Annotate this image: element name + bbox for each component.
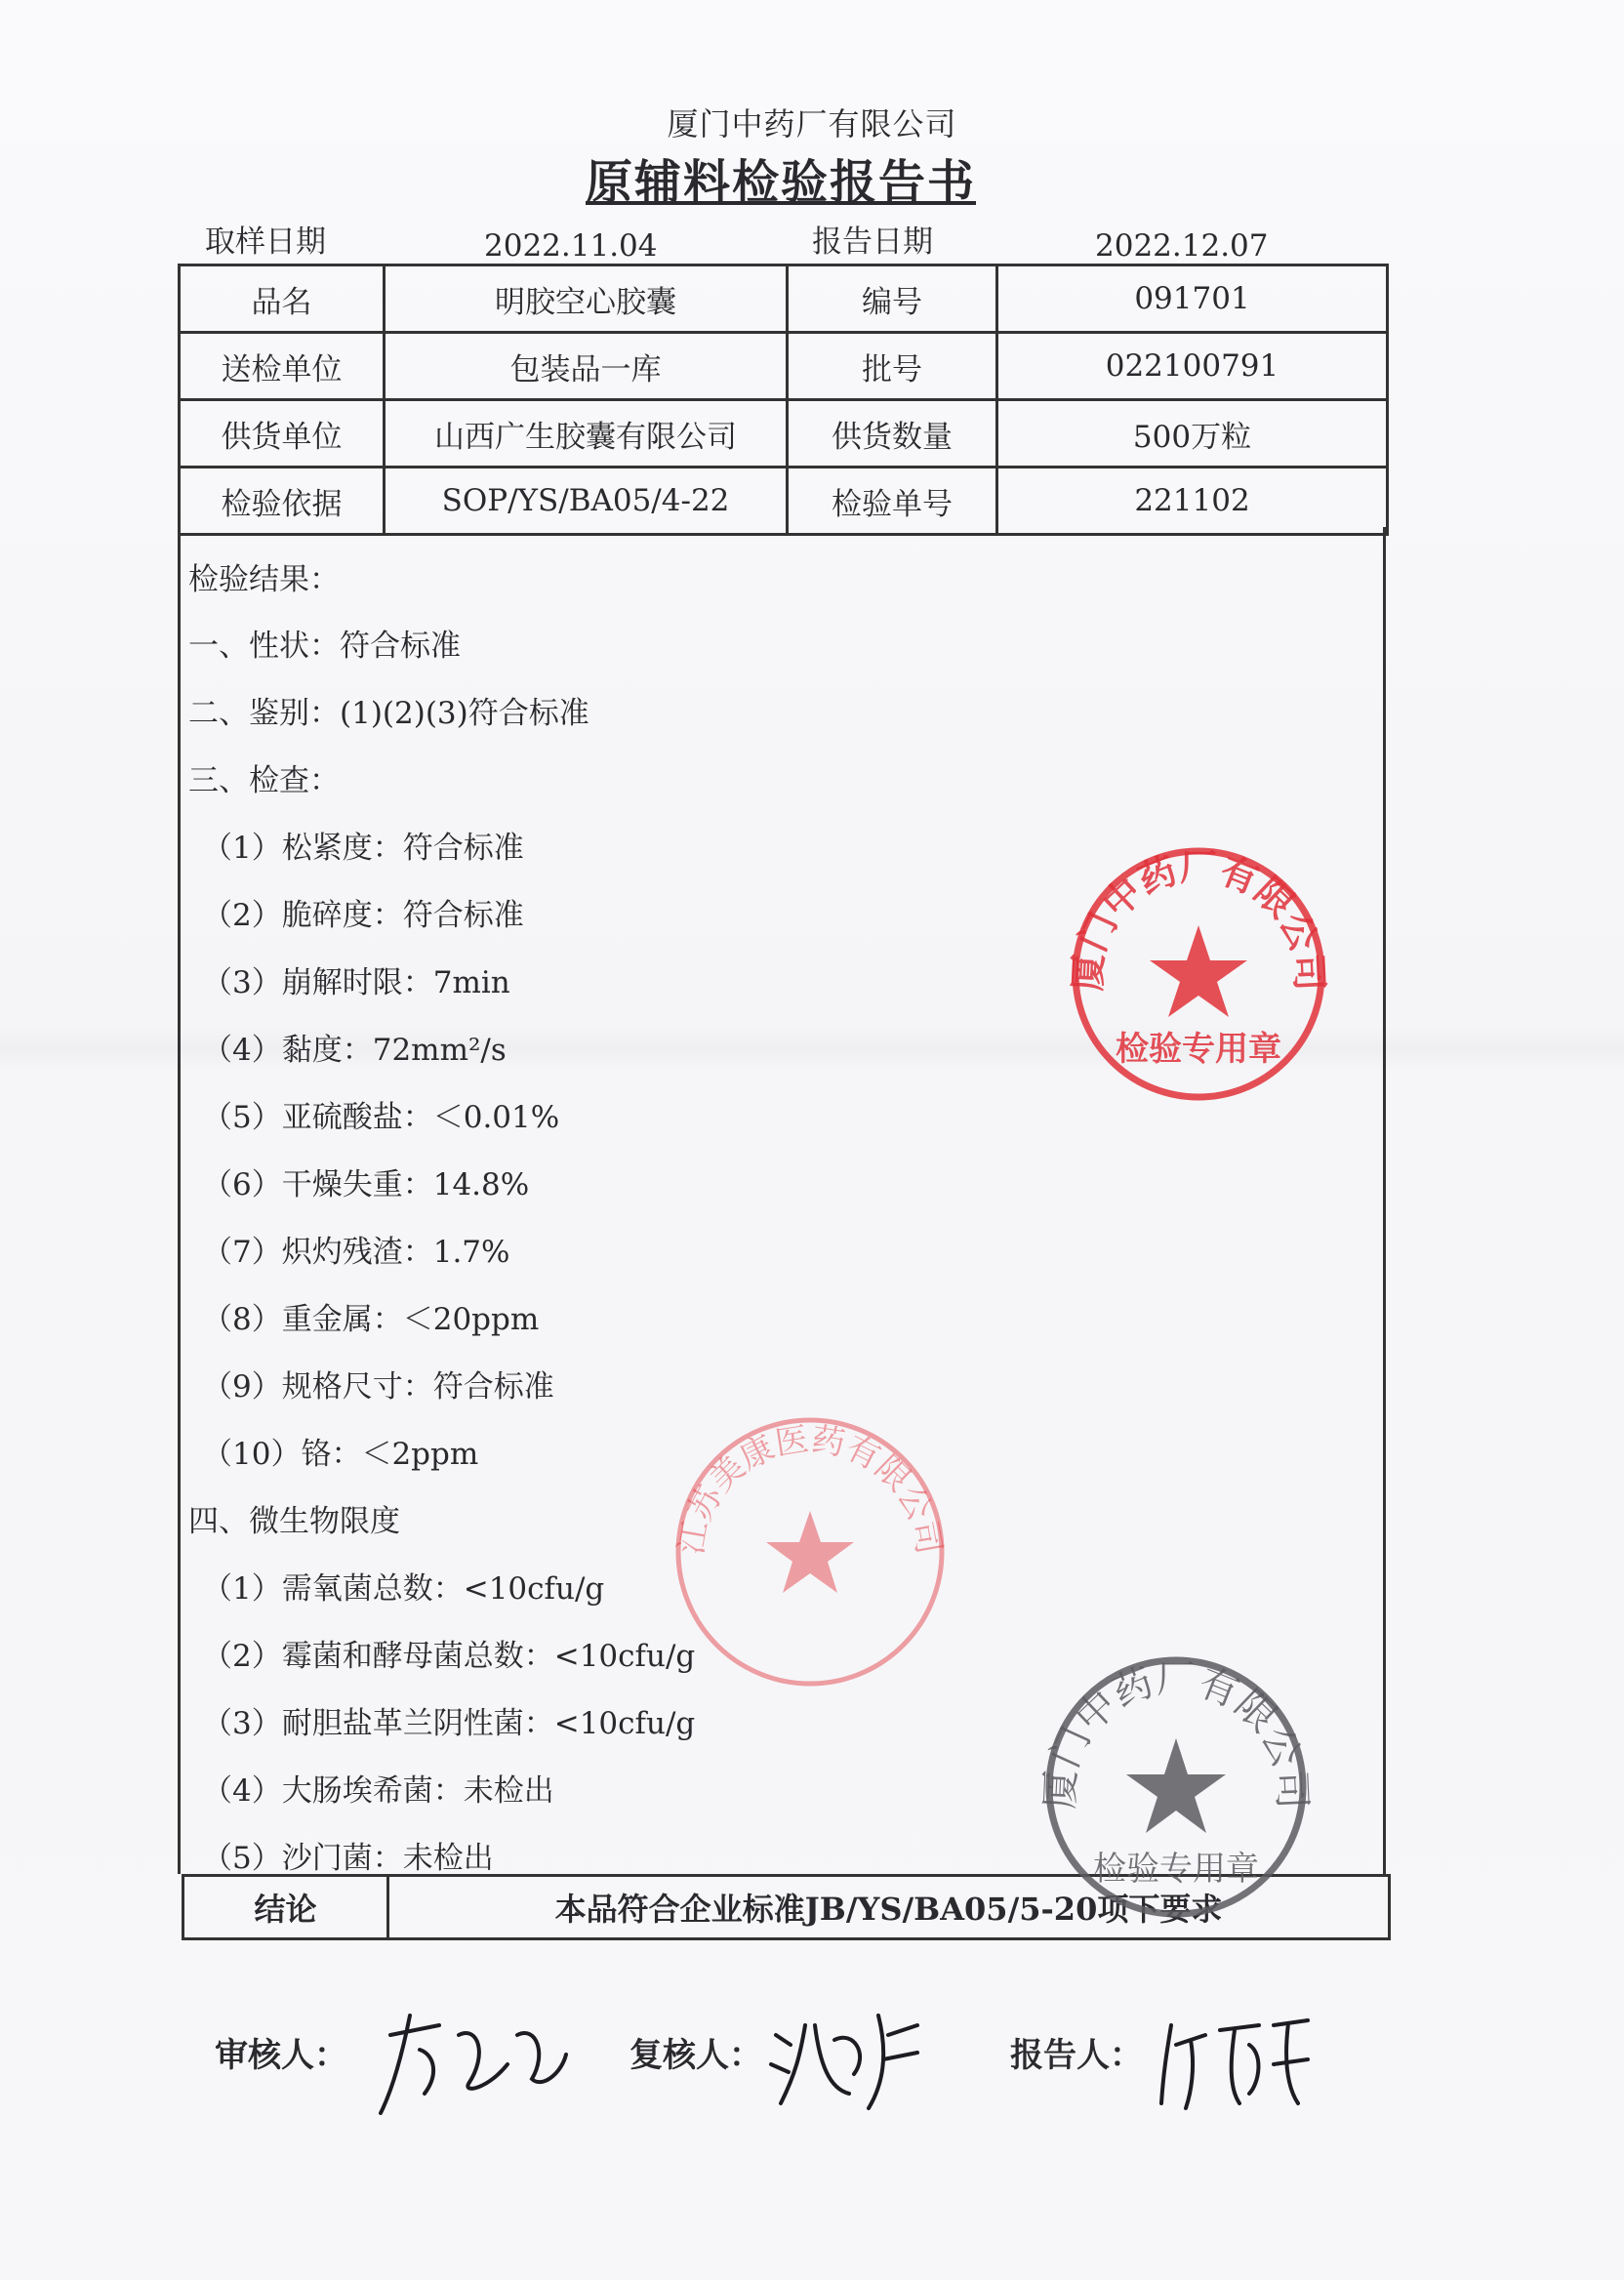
info-table [178, 264, 1389, 536]
result-line: （1）需氧菌总数：<10cfu/g [202, 1571, 605, 1607]
info-row [180, 400, 1388, 468]
info-value: 500万粒 [997, 400, 1388, 468]
result-line: （10）铬：＜2ppm [202, 1437, 479, 1472]
info-label: 检验单号 [788, 468, 997, 535]
document-title: 原辅料检验报告书 [585, 155, 976, 210]
info-row [180, 333, 1388, 400]
result-line: 一、性状：符合标准 [188, 629, 461, 664]
reviewer-label: 审核人： [215, 2036, 347, 2075]
info-value: 明胶空心胶囊 [385, 265, 788, 333]
gray-stamp-sub: 检验专用章 [1093, 1851, 1259, 1888]
result-line: （4）大肠埃希菌：未检出 [202, 1773, 554, 1809]
inspection-stamp-gray [1035, 1646, 1318, 1929]
inspection-stamp-red [1062, 837, 1335, 1111]
supplier-stamp [664, 1405, 956, 1698]
result-line: （2）脆碎度：符合标准 [202, 898, 524, 933]
info-value: 山西广生胶囊有限公司 [385, 400, 788, 468]
rechecker-label: 复核人： [629, 2036, 762, 2075]
info-value: 022100791 [997, 333, 1388, 400]
reporter-label: 报告人： [1010, 2036, 1143, 2075]
conclusion-label: 结论 [183, 1876, 388, 1939]
info-label: 编号 [788, 265, 997, 333]
rechecker-signature [761, 1996, 927, 2123]
result-line: （1）松紧度：符合标准 [202, 831, 524, 866]
reviewer-signature [371, 1996, 576, 2123]
info-row [180, 265, 1388, 333]
supplier-stamp-text: 江苏美康医药有限公司 [672, 1420, 948, 1558]
results-heading: 检验结果： [188, 562, 340, 597]
info-row [180, 468, 1388, 535]
info-label: 品名 [180, 265, 385, 333]
info-label: 批号 [788, 333, 997, 400]
info-value: 包装品一库 [385, 333, 788, 400]
result-line: （5）沙门菌：未检出 [202, 1841, 494, 1876]
report-date-label: 报告日期 [812, 224, 933, 260]
conclusion-value: 本品符合企业标准JB/YS/BA05/5-20项下要求 [388, 1876, 1390, 1939]
result-line: 四、微生物限度 [188, 1504, 400, 1539]
result-line: （5）亚硫酸盐：＜0.01% [202, 1100, 560, 1135]
result-line: （3）耐胆盐革兰阴性菌：<10cfu/g [202, 1706, 696, 1741]
report-date-value: 2022.12.07 [1095, 228, 1269, 264]
info-value: 221102 [997, 468, 1388, 535]
result-line: （3）崩解时限：7min [202, 965, 510, 1000]
info-label: 供货数量 [788, 400, 997, 468]
result-line: （2）霉菌和酵母菌总数：<10cfu/g [202, 1639, 696, 1674]
result-line: 三、检查： [188, 763, 340, 798]
result-line: （8）重金属：＜20ppm [202, 1302, 540, 1337]
red-stamp-sub: 检验专用章 [1116, 1031, 1281, 1068]
result-line: （6）干燥失重：14.8% [202, 1167, 530, 1202]
result-line: （4）黏度：72mm²/s [202, 1033, 507, 1068]
result-line: 二、鉴别：(1)(2)(3)符合标准 [188, 696, 589, 731]
result-line: （9）规格尺寸：符合标准 [202, 1369, 554, 1405]
info-label: 检验依据 [180, 468, 385, 535]
info-label: 供货单位 [180, 400, 385, 468]
gray-stamp-text: 厦门中药厂有限公司 [1038, 1657, 1314, 1811]
info-value: 091701 [997, 265, 1388, 333]
reporter-signature [1152, 1996, 1318, 2123]
company-name: 厦门中药厂有限公司 [667, 105, 957, 142]
red-stamp-text: 厦门中药厂有限公司 [1068, 847, 1329, 993]
sampling-date-label: 取样日期 [205, 224, 326, 260]
result-line: （7）炽灼残渣：1.7% [202, 1235, 510, 1270]
sampling-date-value: 2022.11.04 [484, 228, 658, 264]
info-label: 送检单位 [180, 333, 385, 400]
info-value: SOP/YS/BA05/4-22 [385, 468, 788, 535]
